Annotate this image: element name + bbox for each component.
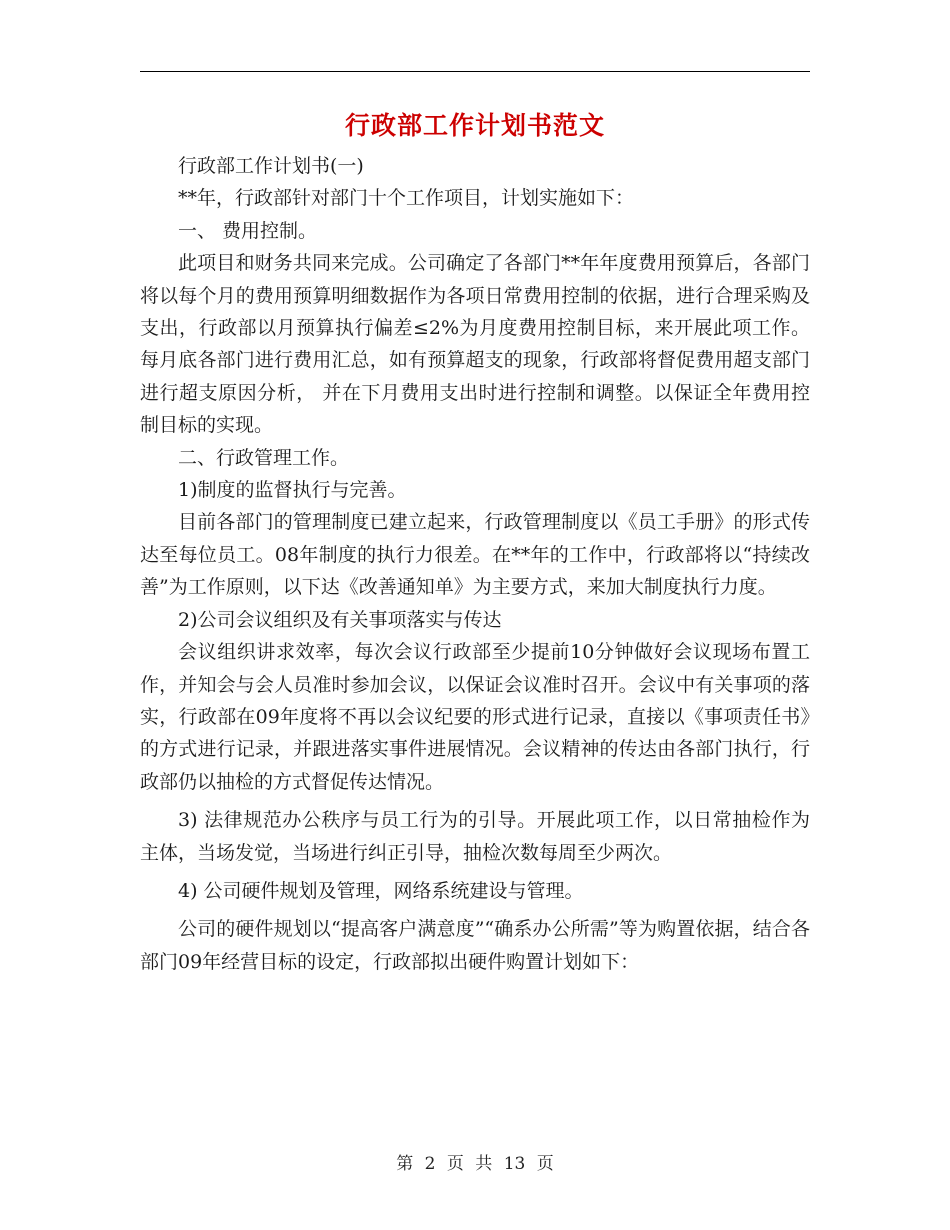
heading-system-supervision: 1)制度的监督执行与完善。 xyxy=(178,479,407,502)
paragraph-office-order: 3) 法律规范办公秩序与员工行为的引导。开展此项工作，以日常抽检作为主体，当场发觉，当场进行纠正引导，抽检次数每周至少两次。 xyxy=(140,809,810,864)
heading-meeting-organization: 2)公司会议组织及有关事项落实与传达 xyxy=(178,608,502,631)
page-number: 第 2 页 共 13 页 xyxy=(396,1154,554,1174)
paragraph-subtitle: 行政部工作计划书(一) xyxy=(178,155,364,177)
heading-cost-control: 一、 费用控制。 xyxy=(178,219,318,242)
heading-hardware-network: 4) 公司硬件规划及管理，网络系统建设与管理。 xyxy=(178,879,584,902)
paragraph-system-supervision: 目前各部门的管理制度已建立起来，行政管理制度以《员工手册》的形式传达至每位员工。08年制度的执行力很差。在**年的工作中，行政部将以“持续改善”为工作原则，以下达《改善通知单》为主要方式，来加大制度执行力度。 xyxy=(140,511,810,599)
document-body xyxy=(140,150,810,978)
paragraph-meeting-organization: 会议组织讲求效率，每次会议行政部至少提前10分钟做好会议现场布置工作，并知会与会人员准时参加会议，以保证会议准时召开。会议中有关事项的落实，行政部在09年度将不再以会议纪要的形式进行记录，直接以《事项责任书》的方式进行记录，并跟进落实事件进展情况。会议精神的传达由各部门执行，行政部仍以抽检的方式督促传达情况。 xyxy=(140,641,810,793)
paragraph-cost-control: 此项目和财务共同来完成。公司确定了各部门**年年度费用预算后，各部门将以每个月的费用预算明细数据作为各项日常费用控制的依据，进行合理采购及支出，行政部以月预算执行偏差≤2%为月度费用控制目标，来开展此项工作。每月底各部门进行费用汇总，如有预算超支的现象，行政部将督促费用超支部门进行超支原因分析， 并在下月费用支出时进行控制和调整。以保证全年费用控制目标的实现。 xyxy=(140,252,810,437)
heading-admin-management: 二、行政管理工作。 xyxy=(178,446,350,469)
document-title: 行政部工作计划书范文 xyxy=(344,111,605,140)
paragraph-hardware-plan: 公司的硬件规划以“提高客户满意度”“确系办公所需”等为购置依据，结合各部门09年经营目标的设定，行政部拟出硬件购置计划如下： xyxy=(140,918,810,973)
paragraph-intro: **年，行政部针对部门十个工作项目，计划实施如下： xyxy=(178,187,635,210)
header-rule xyxy=(140,71,810,72)
